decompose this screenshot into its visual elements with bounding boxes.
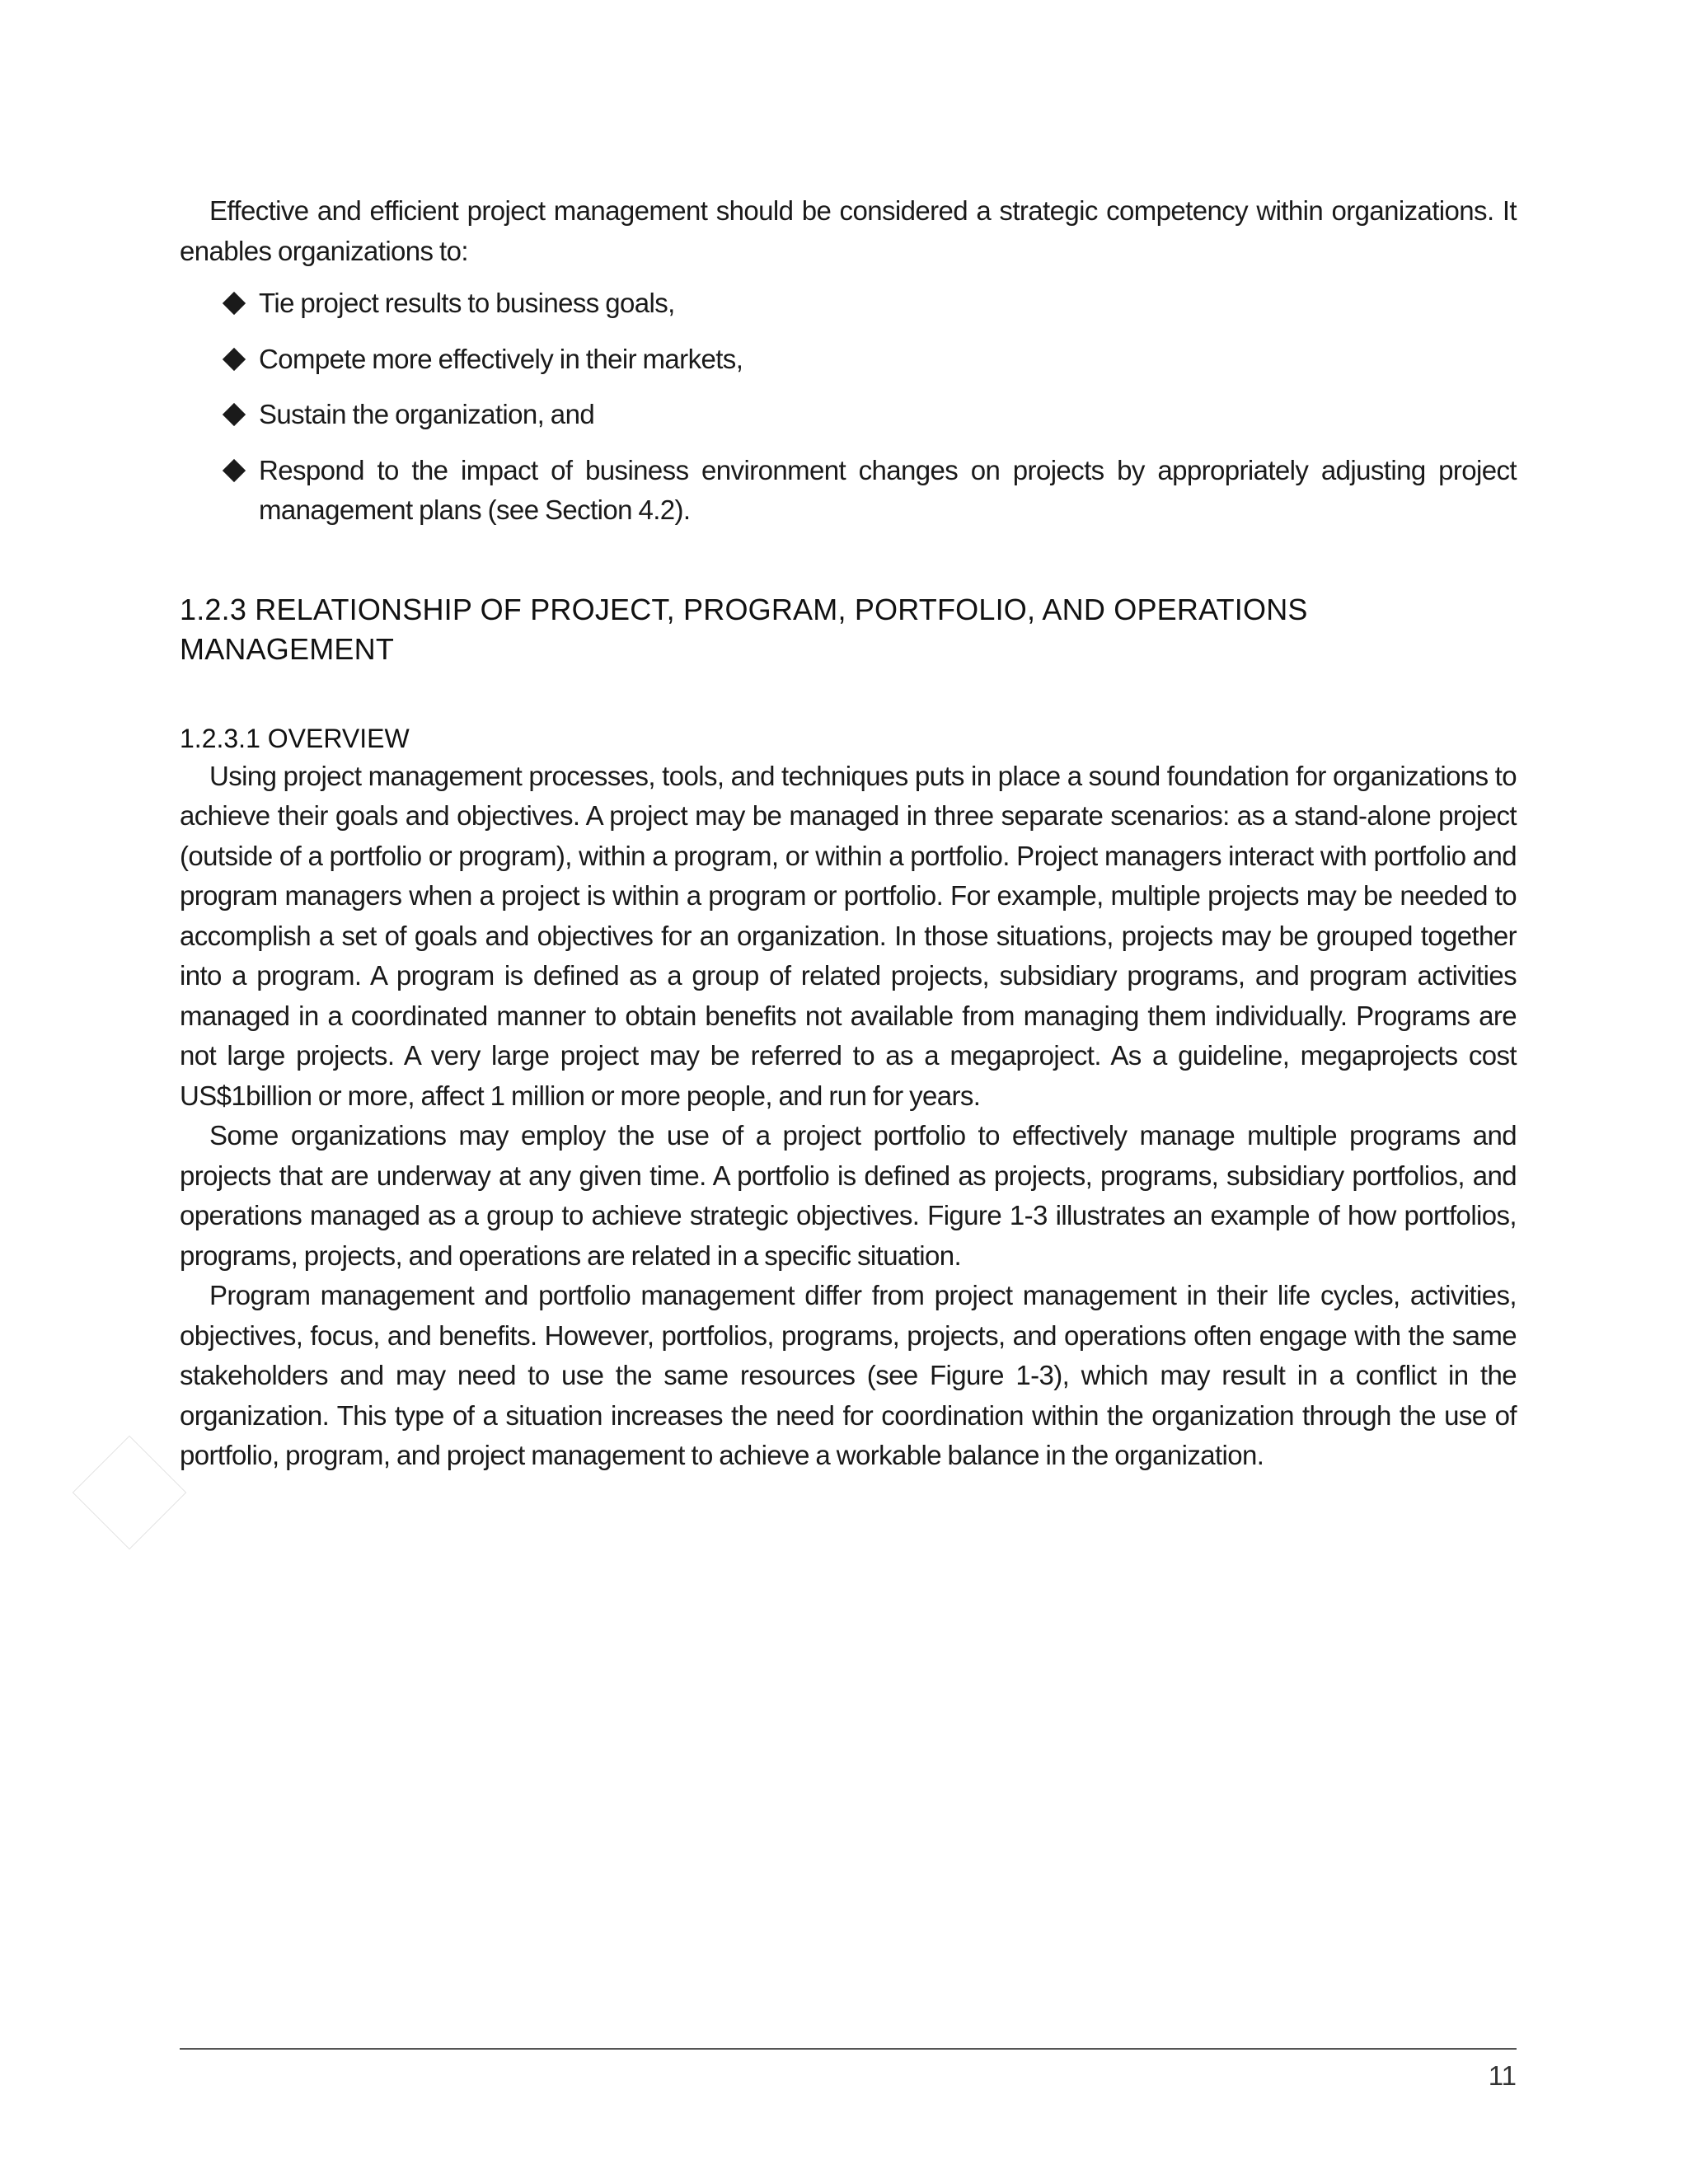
bullet-list <box>180 284 1517 531</box>
list-item-text: Compete more effectively in their markets, <box>259 343 743 374</box>
diamond-bullet-icon <box>223 458 246 481</box>
overview-paragraph-2: Some organizations may employ the use of a project portfolio to effectively manage multiple programs and projects that are underway at any given time. A portfolio is defined as projects, programs, subsidiary portfolios, and operations managed as a group to achieve strategic objectives. Figure 1-3 illustrates an example of how portfolios, programs, projects, and operations are related in a specific situation. <box>180 1120 1517 1271</box>
diamond-watermark-icon <box>73 1436 187 1550</box>
intro-paragraph: Effective and efficient project management should be considered a strategic competency within organizations. It enables organizations to: <box>180 195 1517 266</box>
overview-paragraph-1: Using project management processes, tools, and techniques puts in place a sound foundation for organizations to achieve their goals and objectives. A project may be managed in three separate scenarios: as a stand-alone project (outside of a portfolio or program), within a program, or within a portfolio. Project managers interact with portfolio and program managers when a project is within a program or portfolio. For example, multiple projects may be needed to accomplish a set of goals and objectives for an organization. In those situations, projects may be grouped together into a program. A program is defined as a group of related projects, subsidiary programs, and program activities managed in a coordinated manner to obtain benefits not available from managing them individually. Programs are not large projects. A very large project may be referred to as a megaproject. As a guideline, megaprojects cost US$1billion or more, affect 1 million or more people, and run for years. <box>180 760 1517 1111</box>
diamond-bullet-icon <box>223 347 246 370</box>
page-number: 11 <box>1488 2060 1517 2091</box>
list-item <box>180 395 1517 435</box>
list-item-text: Respond to the impact of business environment changes on projects by appropriately adjusting project management plans (see Section 4.2). <box>259 454 1517 525</box>
list-item <box>180 451 1517 531</box>
section-heading: 1.2.3 RELATIONSHIP OF PROJECT, PROGRAM, PORTFOLIO, AND OPERATIONS MANAGEMENT <box>180 592 1308 666</box>
page-content <box>180 191 1517 1476</box>
list-item <box>180 284 1517 324</box>
footer-divider <box>180 2048 1517 2050</box>
diamond-bullet-icon <box>223 292 246 315</box>
list-item-text: Sustain the organization, and <box>259 399 595 429</box>
list-item <box>180 340 1517 380</box>
list-item-text: Tie project results to business goals, <box>259 288 675 318</box>
overview-paragraph-3: Program management and portfolio management differ from project management in their life cycles, activities, objectives, focus, and benefits. However, portfolios, programs, projects, and operations often engage with the same stakeholders and may need to use the same resources (see Figure 1-3), which may result in a conflict in the organization. This type of a situation increases the need for coordination within the organization through the use of portfolio, program, and project management to achieve a workable balance in the organization. <box>180 1280 1517 1470</box>
subsection-heading: 1.2.3.1 OVERVIEW <box>180 723 410 753</box>
diamond-bullet-icon <box>223 403 246 426</box>
